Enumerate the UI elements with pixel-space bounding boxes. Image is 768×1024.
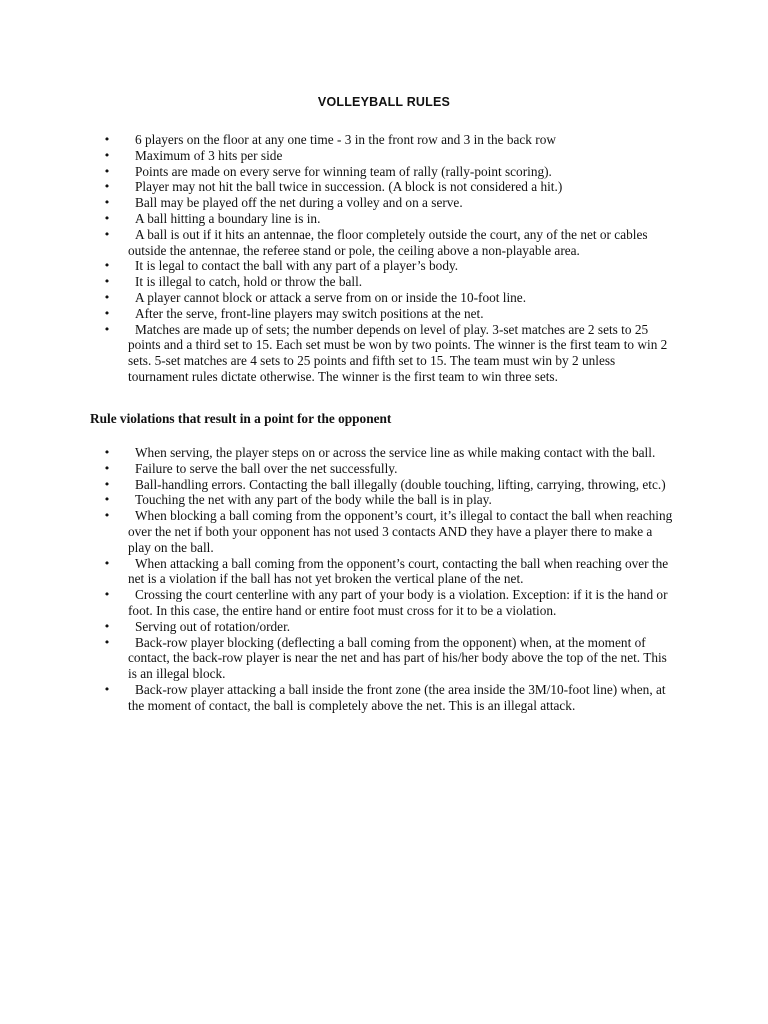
bullet-icon: •	[103, 227, 111, 241]
rule-text: A ball is out if it hits an antennae, the floor completely outside the court, any of the net or cables outside the antennae, the referee stand or pole, the ceiling above a non-playable area.	[128, 226, 648, 258]
bullet-icon: •	[103, 290, 111, 304]
violation-text: Ball-handling errors. Contacting the ball illegally (double touching, lifting, carrying, throwing, etc.)	[135, 476, 666, 492]
rule-text: A player cannot block or attack a serve from on or inside the 10-foot line.	[135, 289, 527, 305]
bullet-icon: •	[103, 322, 111, 336]
bullet-icon: •	[103, 148, 111, 162]
violation-item	[100, 635, 678, 682]
violation-item	[100, 508, 678, 555]
violations-list	[100, 445, 678, 714]
bullet-icon: •	[103, 588, 111, 602]
bullet-icon: •	[103, 275, 111, 289]
violation-text: When attacking a ball coming from the opponent’s court, contacting the ball when reaching over the net is a violation if the ball has not yet broken the vertical plane of the net.	[128, 555, 669, 587]
rule-text: A ball hitting a boundary line is in.	[135, 210, 321, 226]
bullet-icon: •	[103, 461, 111, 475]
bullet-icon: •	[103, 556, 111, 570]
violation-item	[100, 556, 678, 588]
rule-item	[100, 322, 678, 385]
violation-item	[100, 619, 678, 635]
rule-text: 6 players on the floor at any one time - 3 in the front row and 3 in the back row	[135, 132, 556, 147]
rule-text: Ball may be played off the net during a volley and on a serve.	[135, 195, 463, 211]
violation-text: Back-row player attacking a ball inside the front zone (the area inside the 3M/10-foot line) when, at the moment of contact, the ball is completely above the net. This is an illegal attack.	[128, 681, 666, 713]
rule-item	[100, 211, 678, 227]
rule-item	[100, 258, 678, 274]
violation-item	[100, 445, 678, 461]
violation-text: When serving, the player steps on or across the service line as while making contact with the ball.	[135, 445, 656, 460]
bullet-icon: •	[103, 133, 111, 146]
bullet-icon: •	[103, 259, 111, 273]
bullet-icon: •	[103, 635, 111, 649]
bullet-icon: •	[103, 180, 111, 194]
rule-item	[100, 164, 678, 180]
rule-text: Matches are made up of sets; the number depends on level of play. 3-set matches are 2 sets to 25 points and a third set to 15. Each set must be won by two points. The winner is the first team to win 2 sets. 5-set matches are 4 sets to 25 points and fifth set to 15. The team must win by 2 unless tournament rules dictate otherwise. The winner is the first team to win three sets.	[128, 321, 668, 384]
page-title: VOLLEYBALL RULES	[317, 95, 451, 109]
rule-text: After the serve, front-line players may switch positions at the net.	[135, 305, 484, 321]
rule-text: Points are made on every serve for winning team of rally (rally-point scoring).	[135, 163, 552, 179]
bullet-icon: •	[103, 682, 111, 696]
rule-text: It is illegal to catch, hold or throw the ball.	[135, 274, 363, 290]
rule-item	[100, 227, 678, 259]
bullet-icon: •	[103, 509, 111, 523]
violation-text: When blocking a ball coming from the opponent’s court, it’s illegal to contact the ball when reaching over the net if both your opponent has not used 3 contacts AND they have a player there to make a play on the ball.	[128, 508, 673, 555]
rule-item	[100, 148, 678, 164]
violation-text: Crossing the court centerline with any part of your body is a violation. Exception: if it is the hand or foot. In this case, the entire hand or entire foot must cross for it to be a violation.	[128, 587, 668, 618]
violation-text: Back-row player blocking (deflecting a ball coming from the opponent) when, at the moment of contact, the back-row player is near the net and has part of his/her body above the top of the net. This is an illegal block.	[128, 634, 667, 682]
rules-list	[100, 132, 678, 385]
rule-item	[100, 290, 678, 306]
rule-item	[100, 195, 678, 211]
violation-item	[100, 492, 678, 508]
violation-item	[100, 682, 678, 714]
rule-text: Maximum of 3 hits per side	[135, 147, 283, 163]
bullet-icon: •	[103, 306, 111, 320]
rule-text: Player may not hit the ball twice in succession. (A block is not considered a hit.)	[135, 179, 563, 195]
violation-item	[100, 461, 678, 477]
bullet-icon: •	[103, 619, 111, 633]
rule-item	[100, 274, 678, 290]
violations-heading: Rule violations that result in a point for the opponent	[90, 411, 392, 426]
rule-item	[100, 179, 678, 195]
rule-item	[100, 132, 678, 148]
violation-text: Failure to serve the ball over the net successfully.	[135, 460, 398, 476]
violation-text: Serving out of rotation/order.	[135, 618, 291, 634]
rule-text: It is legal to contact the ball with any part of a player’s body.	[135, 258, 459, 274]
bullet-icon: •	[103, 164, 111, 178]
violation-item	[100, 477, 678, 493]
violation-item	[100, 587, 678, 619]
bullet-icon: •	[103, 446, 111, 459]
bullet-icon: •	[103, 211, 111, 225]
rule-item	[100, 306, 678, 322]
bullet-icon: •	[103, 477, 111, 491]
bullet-icon: •	[103, 493, 111, 507]
violation-text: Touching the net with any part of the body while the ball is in play.	[135, 492, 492, 508]
bullet-icon: •	[103, 196, 111, 210]
